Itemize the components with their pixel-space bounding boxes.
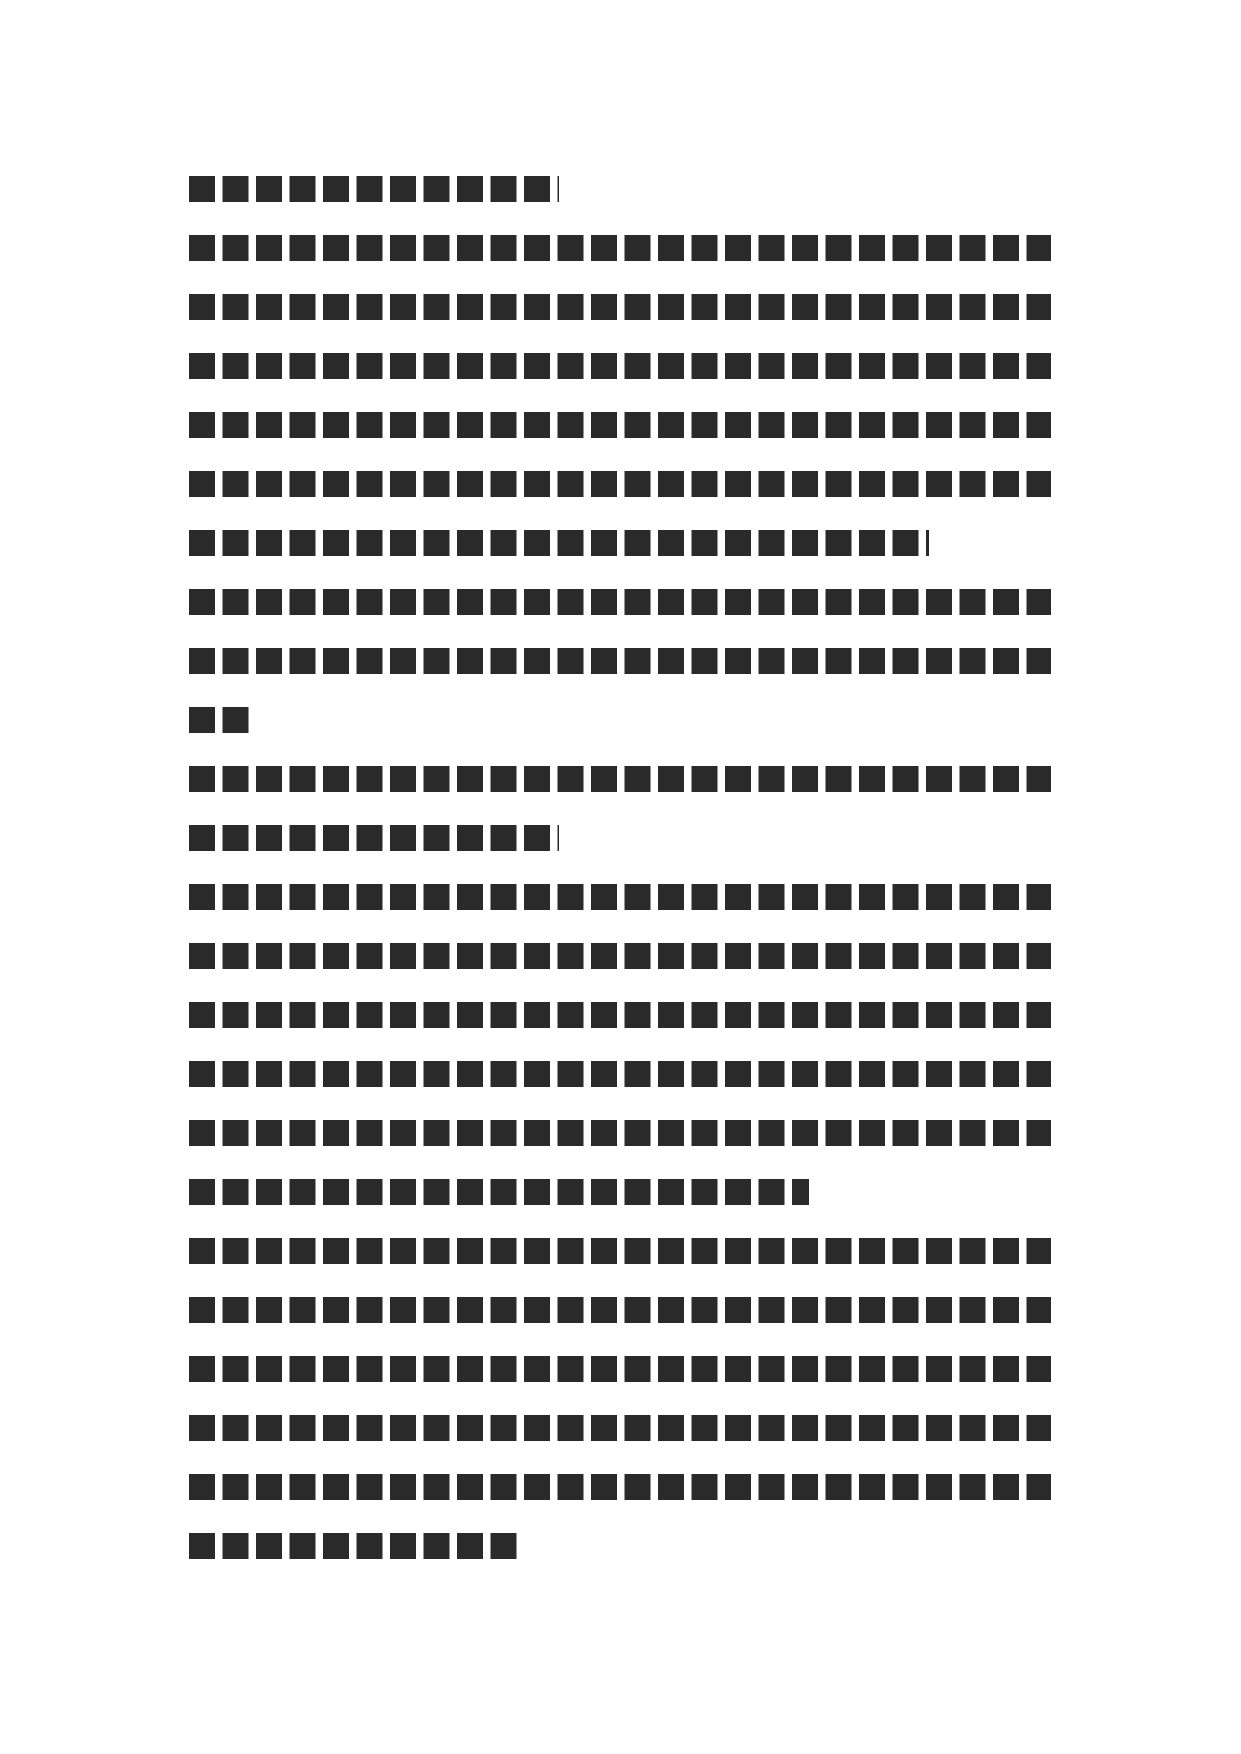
text-line — [189, 1061, 1051, 1087]
text-line — [189, 707, 249, 733]
text-line — [189, 1415, 1051, 1441]
text-line — [189, 766, 1051, 792]
text-line — [189, 412, 1051, 438]
text-line — [189, 1297, 1051, 1323]
text-line — [189, 294, 1051, 320]
text-line — [189, 1120, 1051, 1146]
text-line — [189, 1533, 519, 1559]
text-line — [189, 530, 929, 556]
text-line — [189, 471, 1051, 497]
text-line — [189, 1474, 1051, 1500]
text-line — [189, 589, 1051, 615]
text-line — [189, 1179, 809, 1205]
text-line — [189, 943, 1051, 969]
text-line — [189, 884, 1051, 910]
text-line — [189, 1238, 1051, 1264]
text-line — [189, 825, 559, 851]
text-line — [189, 1002, 1051, 1028]
text-line — [189, 176, 559, 202]
text-line — [189, 648, 1051, 674]
text-line — [189, 235, 1051, 261]
text-line — [189, 353, 1051, 379]
text-line — [189, 1356, 1051, 1382]
